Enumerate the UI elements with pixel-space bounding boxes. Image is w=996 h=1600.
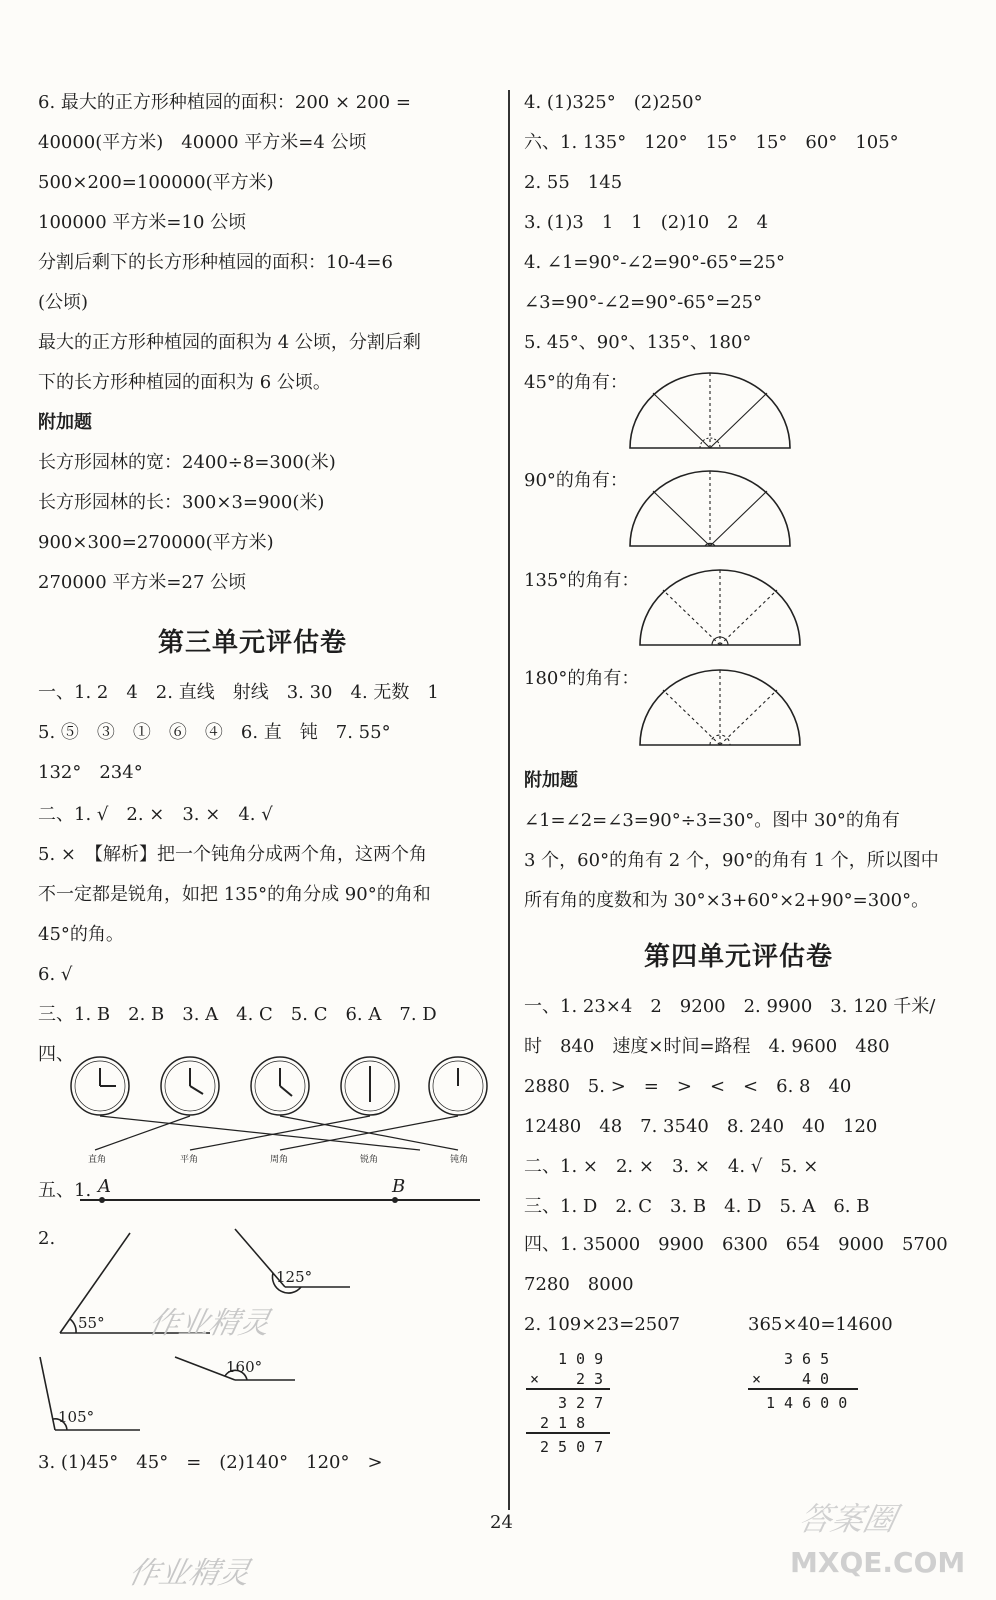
clock-icon: [251, 1057, 309, 1115]
text-line: 长方形园林的宽：2400÷8=300(米): [38, 452, 336, 473]
angle-type-label: 直角: [88, 1155, 107, 1165]
point-b-label: B: [392, 1176, 406, 1197]
page-number: 24: [490, 1512, 513, 1533]
text-line: 5. × 【解析】把一个钝角分成两个角，这两个角: [38, 844, 427, 865]
text-line: 不一定都是锐角，如把 135°的角分成 90°的角和: [38, 884, 431, 905]
section-3-title: 第三单元评估卷: [158, 628, 348, 658]
angle-type-label: 平角: [180, 1155, 199, 1165]
text-line: 6. √: [38, 964, 73, 985]
text-line: 4. (1)325° (2)250°: [524, 92, 703, 113]
calc-digit-row: 3 2 7: [558, 1394, 604, 1412]
fan-figure-45: [625, 368, 795, 458]
calc-rule: [526, 1388, 610, 1390]
text-line: 三、1. D 2. C 3. B 4. D 5. A 6. B: [524, 1196, 870, 1217]
text-line: 时 840 速度×时间=路程 4. 9600 480: [524, 1036, 890, 1057]
text-line: 3 个，60°的角有 2 个，90°的角有 1 个，所以图中: [524, 850, 939, 871]
text-line: 3. (1)45° 45° = (2)140° 120° >: [38, 1452, 383, 1473]
calc-rule: [748, 1388, 858, 1390]
text-line: 二、1. √ 2. × 3. × 4. √: [38, 804, 273, 825]
text-line: 12480 48 7. 3540 8. 240 40 120: [524, 1116, 878, 1137]
column-divider: [508, 90, 510, 1510]
text-line: 长方形园林的长：300×3=900(米): [38, 492, 325, 513]
fan-figure-135: [635, 565, 805, 655]
text-line: 三、1. B 2. B 3. A 4. C 5. C 6. A 7. D: [38, 1004, 437, 1025]
q5-label: 五、1.: [38, 1180, 92, 1201]
text-line: (公顷): [38, 292, 89, 313]
text-line: 5. 45°、90°、135°、180°: [524, 332, 752, 353]
calc-digit-row: 2 1 8: [540, 1414, 586, 1432]
clock-icon: [161, 1057, 219, 1115]
watermark-site: MXQE.COM: [790, 1546, 966, 1579]
angle-label-125: 125°: [276, 1268, 313, 1286]
text-line: ∠3=90°-∠2=90°-65°=25°: [524, 292, 763, 313]
angle-type-label: 锐角: [360, 1155, 379, 1165]
watermark: 作业精灵: [125, 1556, 253, 1591]
fan-figure-90: [625, 466, 795, 556]
text-line: 六、1. 135° 120° 15° 15° 60° 105°: [524, 132, 899, 153]
text-line: 一、1. 2 4 2. 直线 射线 3. 30 4. 无数 1: [38, 682, 439, 703]
point-a-label: A: [98, 1176, 111, 1197]
text-line: 2. 109×23=2507: [524, 1314, 681, 1335]
angle-type-label: 周角: [270, 1155, 289, 1165]
text-line: 4. ∠1=90°-∠2=90°-65°=25°: [524, 252, 785, 273]
text-line: 最大的正方形种植园的面积为 4 公顷，分割后剩: [38, 332, 421, 353]
calc-digit-row: 1 0 9: [558, 1350, 604, 1368]
text-line: 100000 平方米=10 公顷: [38, 212, 247, 233]
text-line: 270000 平方米=27 公顷: [38, 572, 247, 593]
calc-times-sign: ×: [530, 1370, 540, 1388]
calc-times-sign: ×: [752, 1370, 762, 1388]
angle-type-label: 钝角: [450, 1155, 469, 1165]
calc-digit-row: 4 0: [802, 1370, 830, 1388]
text-line: 132° 234°: [38, 762, 143, 783]
text-line: 一、1. 23×4 2 9200 2. 9900 3. 120 千米/: [524, 996, 936, 1017]
angles-figure: [30, 1225, 490, 1465]
text-line: 5. ⑤ ③ ① ⑥ ④ 6. 直 钝 7. 55°: [38, 722, 391, 743]
fan-label: 45°的角有：: [524, 372, 628, 393]
calc-digit-row: 2 5 0 7: [540, 1438, 604, 1456]
calc-digit-row: 2 3: [576, 1370, 604, 1388]
extra-heading: 附加题: [38, 412, 92, 433]
text-line: 二、1. × 2. × 3. × 4. √ 5. ×: [524, 1156, 819, 1177]
text-line: 45°的角。: [38, 924, 124, 945]
text-line: 500×200=100000(平方米): [38, 172, 274, 193]
text-line: 40000(平方米) 40000 平方米=4 公顷: [38, 132, 367, 153]
extra-heading: 附加题: [524, 770, 578, 791]
text-line: 900×300=270000(平方米): [38, 532, 274, 553]
calc-rule: [526, 1432, 610, 1434]
q4-label: 四、: [38, 1044, 74, 1065]
text-line: 365×40=14600: [748, 1314, 893, 1335]
match-line: [190, 1116, 370, 1150]
fan-label: 90°的角有：: [524, 470, 628, 491]
clock-icon: [429, 1057, 487, 1115]
watermark-logo: 答案圈: [795, 1500, 900, 1538]
fan-label: 135°的角有：: [524, 570, 640, 591]
angle-label-105: 105°: [58, 1408, 95, 1426]
text-line: ∠1=∠2=∠3=90°÷3=30°。图中 30°的角有: [524, 810, 900, 831]
calc-digit-row: 3 6 5: [784, 1350, 830, 1368]
angle-label-55: 55°: [78, 1314, 105, 1332]
segment-ab: [80, 1190, 500, 1210]
text-line: 6. 最大的正方形种植园的面积：200 × 200 =: [38, 92, 411, 113]
clock-icon: [71, 1057, 129, 1115]
fan-figure-180: [635, 665, 805, 755]
text-line: 四、1. 35000 9900 6300 654 9000 5700: [524, 1234, 948, 1255]
text-line: 2. 55 145: [524, 172, 623, 193]
text-line: 2880 5. > = > < < 6. 8 40: [524, 1076, 852, 1097]
q5-2-label: 2.: [38, 1228, 56, 1249]
text-line: 所有角的度数和为 30°×3+60°×2+90°=300°。: [524, 890, 930, 911]
section-4-title: 第四单元评估卷: [644, 942, 834, 972]
angle-label-160: 160°: [226, 1358, 263, 1376]
text-line: 3. (1)3 1 1 (2)10 2 4: [524, 212, 769, 233]
watermark: 作业精灵: [145, 1306, 273, 1341]
text-line: 7280 8000: [524, 1274, 634, 1295]
text-line: 分割后剩下的长方形种植园的面积：10-4=6: [38, 252, 393, 273]
clock-icon: [341, 1057, 399, 1115]
text-line: 下的长方形种植园的面积为 6 公顷。: [38, 372, 331, 393]
fan-label: 180°的角有：: [524, 668, 640, 689]
calc-digit-row: 1 4 6 0 0: [766, 1394, 848, 1412]
